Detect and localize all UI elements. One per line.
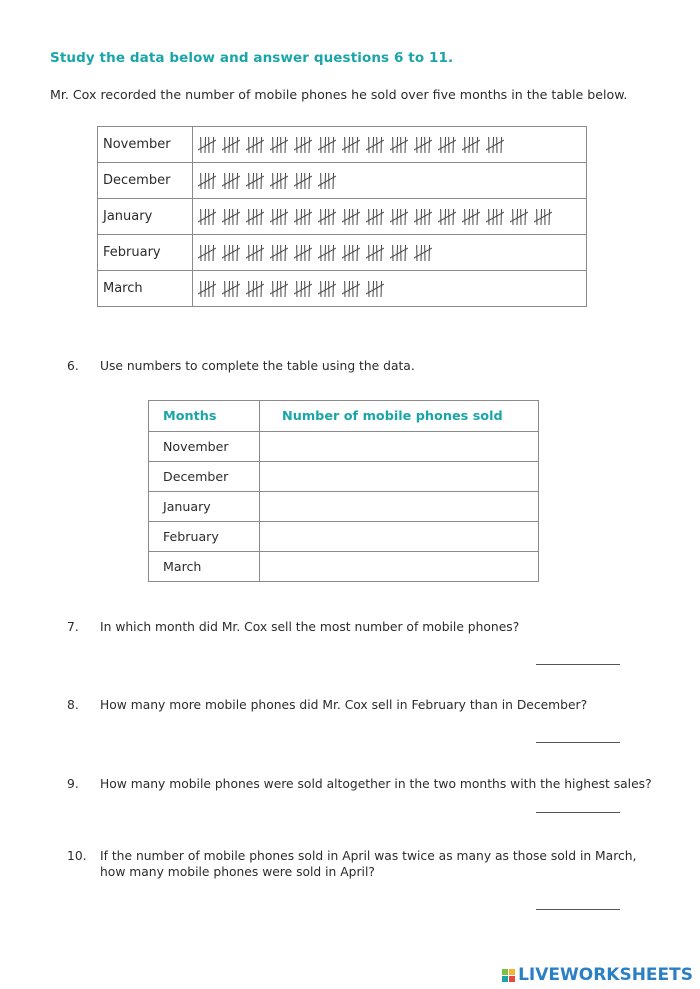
tally-group-icon bbox=[366, 135, 384, 155]
logo-text: LIVEWORKSHEETS bbox=[518, 965, 693, 985]
tally-group-icon bbox=[198, 207, 216, 227]
count-cell bbox=[260, 492, 539, 522]
question-number: 7. bbox=[67, 620, 79, 634]
tally-group-icon bbox=[342, 243, 360, 263]
tally-group-icon bbox=[366, 279, 384, 299]
tally-group-icon bbox=[462, 207, 480, 227]
tally-group-icon bbox=[414, 207, 432, 227]
tally-group-icon bbox=[318, 135, 336, 155]
count-input-march[interactable] bbox=[260, 551, 542, 582]
tally-group-icon bbox=[270, 135, 288, 155]
tally-marks bbox=[198, 163, 586, 198]
tally-marks bbox=[198, 235, 586, 270]
question-text: How many more mobile phones did Mr. Cox sell in February than in December? bbox=[100, 698, 588, 712]
tally-group-icon bbox=[318, 171, 336, 191]
tally-group-icon bbox=[246, 243, 264, 263]
tally-month: November bbox=[98, 127, 193, 163]
header-months: Months bbox=[149, 401, 260, 432]
count-cell bbox=[260, 552, 539, 582]
tally-group-icon bbox=[246, 135, 264, 155]
question-text-line2: how many mobile phones were sold in April? bbox=[100, 865, 375, 879]
table-row bbox=[149, 522, 539, 552]
count-input-january[interactable] bbox=[260, 491, 542, 522]
instruction-heading: Study the data below and answer questions 6 to 11. bbox=[50, 50, 454, 66]
tally-group-icon bbox=[222, 243, 240, 263]
tally-month: December bbox=[98, 163, 193, 199]
question-number: 9. bbox=[67, 777, 79, 791]
tally-group-icon bbox=[438, 207, 456, 227]
tally-group-icon bbox=[198, 279, 216, 299]
tally-marks bbox=[198, 127, 586, 162]
tally-group-icon bbox=[294, 279, 312, 299]
tally-group-icon bbox=[294, 243, 312, 263]
table-row bbox=[149, 432, 539, 462]
tally-group-icon bbox=[318, 207, 336, 227]
month-label: February bbox=[149, 522, 260, 552]
table-row bbox=[149, 492, 539, 522]
tally-month: March bbox=[98, 271, 193, 307]
tally-group-icon bbox=[222, 279, 240, 299]
tally-group-icon bbox=[270, 171, 288, 191]
header-count: Number of mobile phones sold bbox=[260, 401, 539, 432]
tally-row bbox=[98, 271, 587, 307]
intro-text: Mr. Cox recorded the number of mobile phones he sold over five months in the table below. bbox=[50, 87, 628, 102]
tally-group-icon bbox=[294, 207, 312, 227]
answer-table bbox=[148, 400, 539, 582]
tally-group-icon bbox=[222, 207, 240, 227]
question-text-line1: If the number of mobile phones sold in April was twice as many as those sold in March, bbox=[100, 849, 637, 863]
month-label: December bbox=[149, 462, 260, 492]
tally-group-icon bbox=[198, 171, 216, 191]
tally-marks bbox=[198, 199, 586, 234]
count-cell bbox=[260, 462, 539, 492]
table-row bbox=[149, 552, 539, 582]
count-input-november[interactable] bbox=[260, 431, 542, 462]
logo-grid-icon bbox=[502, 969, 515, 982]
month-label: March bbox=[149, 552, 260, 582]
tally-group-icon bbox=[390, 207, 408, 227]
tally-group-icon bbox=[246, 171, 264, 191]
tally-group-icon bbox=[222, 171, 240, 191]
tally-marks-cell bbox=[193, 163, 587, 199]
count-input-february[interactable] bbox=[260, 521, 542, 552]
tally-group-icon bbox=[486, 135, 504, 155]
tally-marks-cell bbox=[193, 271, 587, 307]
tally-group-icon bbox=[294, 135, 312, 155]
tally-marks-cell bbox=[193, 235, 587, 271]
tally-group-icon bbox=[390, 135, 408, 155]
tally-group-icon bbox=[366, 243, 384, 263]
tally-group-icon bbox=[246, 207, 264, 227]
tally-table bbox=[97, 126, 587, 307]
answer-line-10[interactable] bbox=[536, 909, 620, 910]
question-text: Use numbers to complete the table using the data. bbox=[100, 359, 415, 373]
tally-group-icon bbox=[294, 171, 312, 191]
tally-marks bbox=[198, 271, 586, 306]
liveworksheets-logo bbox=[502, 965, 693, 985]
tally-row bbox=[98, 235, 587, 271]
tally-group-icon bbox=[534, 207, 552, 227]
tally-group-icon bbox=[222, 135, 240, 155]
tally-row bbox=[98, 163, 587, 199]
tally-group-icon bbox=[342, 207, 360, 227]
tally-group-icon bbox=[390, 243, 408, 263]
count-cell bbox=[260, 522, 539, 552]
tally-group-icon bbox=[246, 279, 264, 299]
table-row bbox=[149, 462, 539, 492]
tally-marks-cell bbox=[193, 127, 587, 163]
count-cell bbox=[260, 432, 539, 462]
tally-row bbox=[98, 199, 587, 235]
tally-group-icon bbox=[318, 279, 336, 299]
tally-group-icon bbox=[438, 135, 456, 155]
tally-group-icon bbox=[366, 207, 384, 227]
tally-group-icon bbox=[342, 279, 360, 299]
tally-group-icon bbox=[414, 243, 432, 263]
tally-marks-cell bbox=[193, 199, 587, 235]
question-text: In which month did Mr. Cox sell the most number of mobile phones? bbox=[100, 620, 520, 634]
answer-line-7[interactable] bbox=[536, 664, 620, 665]
question-number: 10. bbox=[67, 849, 87, 863]
tally-group-icon bbox=[270, 207, 288, 227]
tally-group-icon bbox=[198, 243, 216, 263]
count-input-december[interactable] bbox=[260, 461, 542, 492]
tally-month: January bbox=[98, 199, 193, 235]
month-label: January bbox=[149, 492, 260, 522]
question-number: 6. bbox=[67, 359, 79, 373]
month-label: November bbox=[149, 432, 260, 462]
tally-group-icon bbox=[270, 279, 288, 299]
tally-group-icon bbox=[270, 243, 288, 263]
tally-group-icon bbox=[414, 135, 432, 155]
question-text: How many mobile phones were sold altogether in the two months with the highest sales? bbox=[100, 777, 652, 791]
tally-group-icon bbox=[198, 135, 216, 155]
answer-line-9[interactable] bbox=[536, 812, 620, 813]
question-number: 8. bbox=[67, 698, 79, 712]
tally-row bbox=[98, 127, 587, 163]
tally-month: February bbox=[98, 235, 193, 271]
tally-group-icon bbox=[342, 135, 360, 155]
tally-group-icon bbox=[486, 207, 504, 227]
answer-line-8[interactable] bbox=[536, 742, 620, 743]
tally-group-icon bbox=[462, 135, 480, 155]
tally-group-icon bbox=[318, 243, 336, 263]
tally-group-icon bbox=[510, 207, 528, 227]
